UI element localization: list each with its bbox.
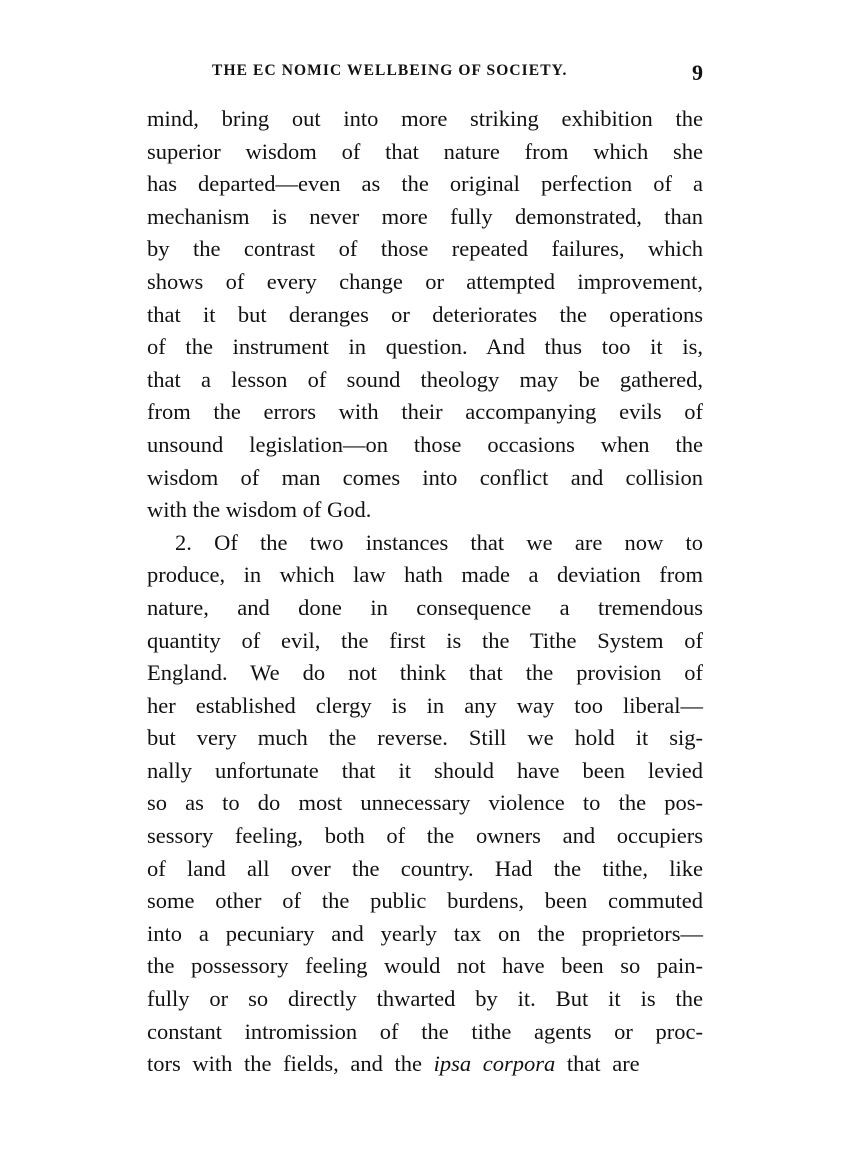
final-line: [147, 1048, 703, 1081]
text-line: quantity of evil, the first is the Tithe System of: [147, 627, 703, 653]
text-line: nally unfortunate that it should have been levied: [147, 757, 703, 783]
text-line: has departed—even as the original perfection of a: [147, 171, 703, 197]
running-title: THE EC NOMIC WELLBEING OF SOCIETY.: [212, 62, 568, 79]
text-line: mechanism is never more fully demonstrated, than: [147, 203, 703, 229]
text-line: some other of the public burdens, been commuted: [147, 888, 703, 914]
text-line: fully or so directly thwarted by it. But it is the: [147, 986, 703, 1012]
text-line: produce, in which law hath made a deviation from: [147, 562, 703, 588]
paragraph-end-line: with the wisdom of God.: [147, 497, 372, 523]
text-line: nature, and done in consequence a tremendous: [147, 594, 703, 620]
text-line: but very much the reverse. Still we hold it sig-: [147, 725, 703, 751]
text-line: so as to do most unnecessary violence to the pos-: [147, 790, 703, 816]
text-line: of land all over the country. Had the tithe, like: [147, 855, 703, 881]
text-line: the possessory feeling would not have been so pain-: [147, 953, 703, 979]
page-header: [150, 60, 705, 90]
text-line: into a pecuniary and yearly tax on the proprietors—: [147, 920, 703, 946]
final-line-start: tors with the fields, and the: [147, 1051, 434, 1077]
text-line: from the errors with their accompanying evils of: [147, 399, 703, 425]
text-line: of the instrument in question. And thus too it is,: [147, 334, 703, 360]
text-line: constant intromission of the tithe agents or proc-: [147, 1018, 703, 1044]
final-line-end: that are: [555, 1051, 640, 1077]
text-line: unsound legislation—on those occasions when the: [147, 431, 703, 457]
paragraph-start-line: 2. Of the two instances that we are now to: [175, 529, 703, 555]
page-number: 9: [692, 60, 703, 85]
text-line: her established clergy is in any way too liberal—: [147, 692, 703, 718]
body-text: [147, 103, 703, 1081]
text-line: England. We do not think that the provision of: [147, 660, 703, 686]
text-line: mind, bring out into more striking exhibition the: [147, 106, 703, 131]
text-line: wisdom of man comes into conflict and collision: [147, 464, 703, 490]
italic-phrase: ipsa corpora: [433, 1051, 556, 1077]
text-line: superior wisdom of that nature from which she: [147, 138, 703, 164]
text-line: that it but deranges or deteriorates the operations: [147, 301, 703, 327]
text-line: sessory feeling, both of the owners and occupiers: [147, 823, 703, 849]
text-line: shows of every change or attempted improvement,: [147, 268, 703, 294]
text-line: by the contrast of those repeated failures, which: [147, 236, 703, 262]
text-line: that a lesson of sound theology may be gathered,: [147, 366, 703, 392]
